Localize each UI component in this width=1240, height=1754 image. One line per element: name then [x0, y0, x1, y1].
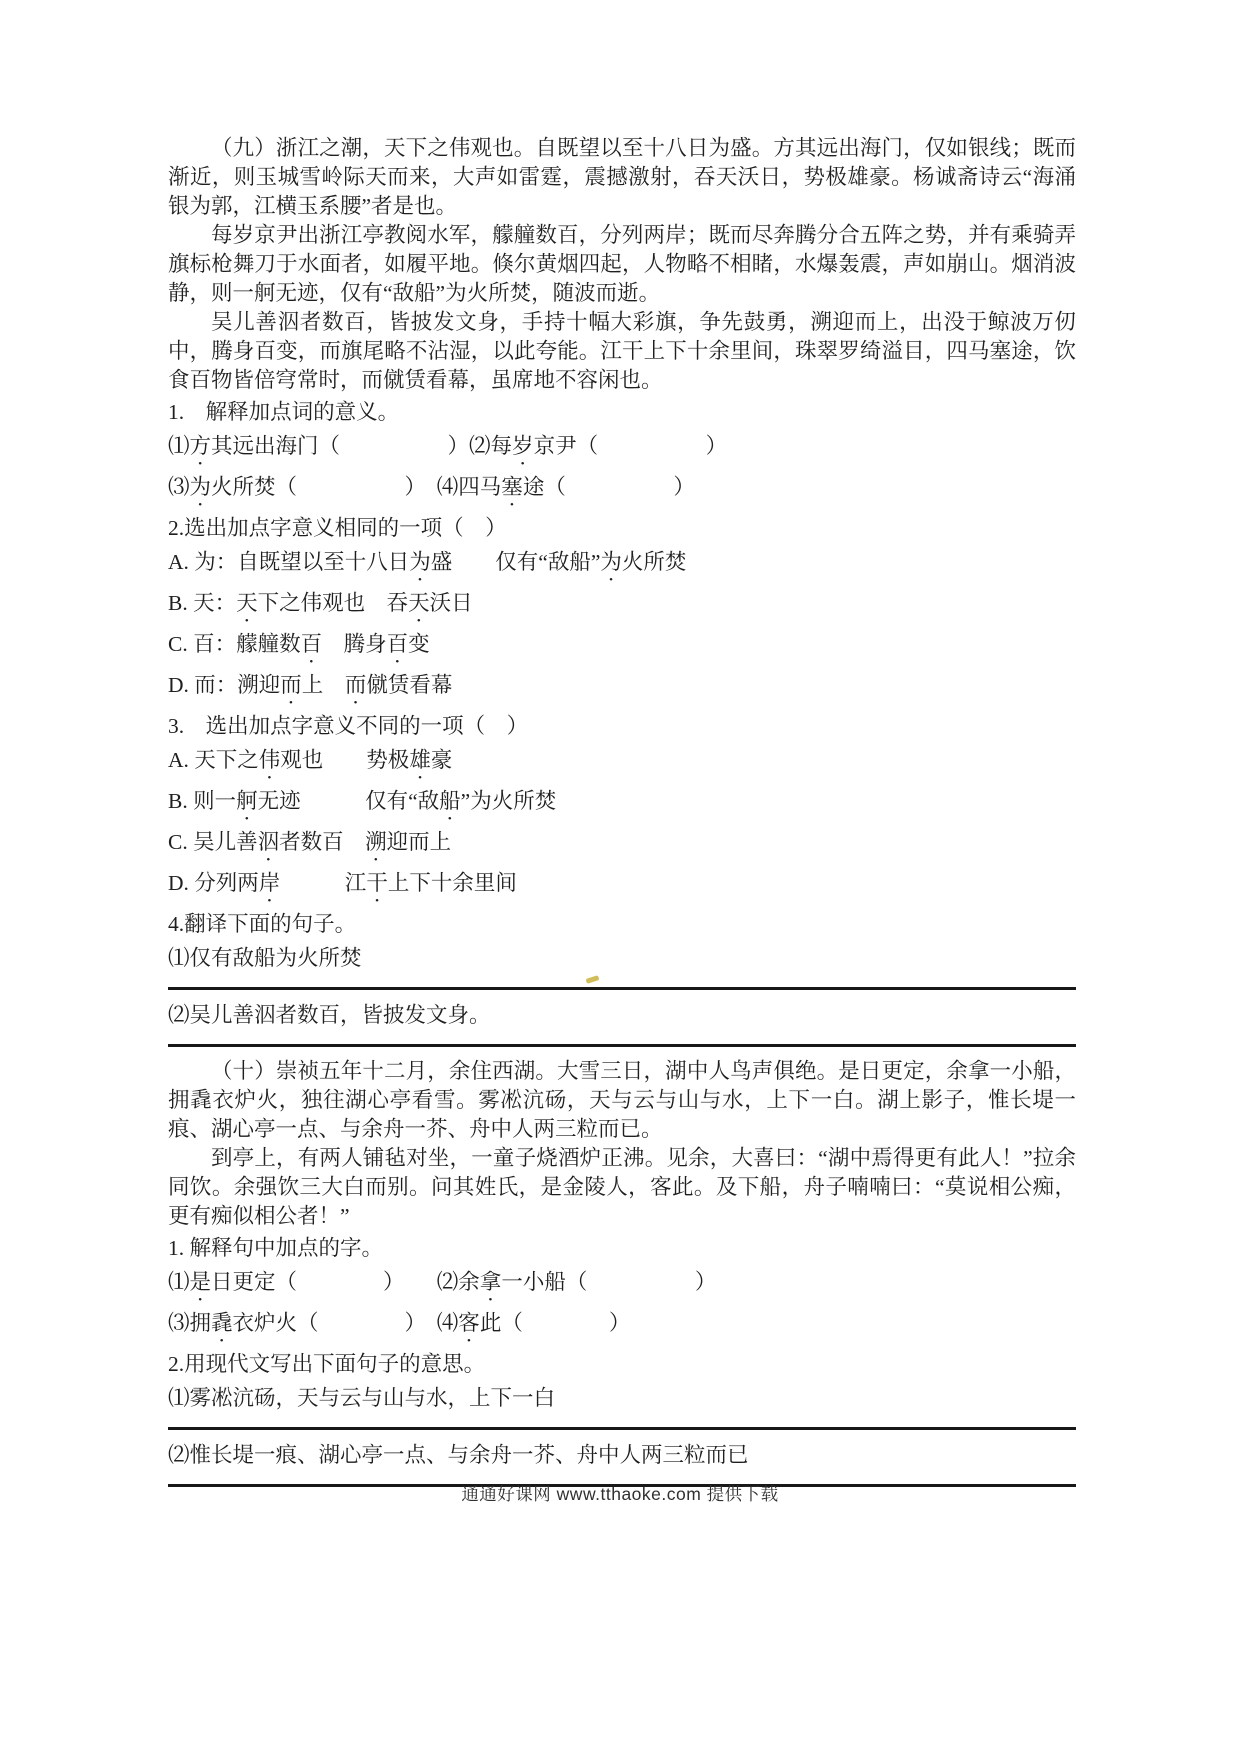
passage-9-paragraph-3: 吴儿善泅者数百，皆披发文身，手持十幅大彩旗，争先鼓勇，溯迎而上，出没于鲸波万仞中，腾身百变，而旗尾略不沾湿，以此夸能。江干上下十余里间，珠翠罗绮溢目，四马塞途，饮食百物皆倍穹常时，而僦赁看幕，虽席地不容闲也。	[168, 310, 1076, 392]
passage-9-paragraph-2: 每岁京尹出浙江亭教阅水军，艨艟数百，分列两岸；既而尽奔腾分合五阵之势，并有乘骑弄旗标枪舞刀于水面者，如履平地。倏尔黄烟四起，人物略不相睹，水爆轰震，声如崩山。烟消波静，则一舸无迹，仅有“敌船”为火所焚，随波而逝。	[168, 223, 1076, 305]
emphasized-char: 而	[280, 673, 302, 697]
highlight-mark	[585, 975, 599, 984]
emphasized-char: 干	[366, 871, 388, 895]
passage-10-paragraph-2: 到亭上，有两人铺毡对坐，一童子烧酒炉正沸。见余，大喜曰：“湖中焉得更有此人！”拉余同饮。余强饮三大白而别。问其姓氏，是金陵人，客此。及下船，舟子喃喃曰：“莫说相公痴，更有痴似相公者！”	[168, 1146, 1076, 1228]
emphasized-char: 而	[344, 673, 367, 697]
q1-item-3-4: ⑶为火所焚（ ） ⑷四马塞途（ ）	[168, 475, 695, 499]
q3-header: 3. 选出加点字意义不同的一项（ ）	[168, 714, 529, 738]
q2-option-a: A. 为：自既望以至十八日为盛 仅有“敌船”为火所焚	[168, 550, 687, 574]
q3-option-d: D. 分列两岸 江干上下十余里间	[168, 871, 517, 895]
page-footer	[0, 1481, 1240, 1506]
q4-header: 4.翻译下面的句子。	[168, 912, 357, 936]
s2-q2-header: 2.用现代文写出下面句子的意思。	[168, 1352, 486, 1376]
answer-line-3	[168, 1427, 1076, 1430]
q2-option-c: C. 百：艨艟数百 腾身百变	[168, 632, 430, 656]
emphasized-char: 拿	[479, 1270, 502, 1294]
s2-q2-item-1: ⑴雾凇沆砀，天与云与山与水，上下一白	[168, 1386, 556, 1410]
emphasized-char: 雄	[409, 748, 431, 772]
document-body	[168, 134, 1076, 1495]
emphasized-char: 为	[600, 550, 622, 574]
q3-option-a: A. 天下之伟观也 势极雄豪	[168, 748, 453, 772]
emphasized-char: 岸	[258, 871, 281, 895]
q3-option-b: B. 则一舸无迹 仅有“敌船”为火所焚	[168, 789, 557, 813]
emphasized-char: 岁	[512, 434, 534, 458]
q4-item-1: ⑴仅有敌船为火所焚	[168, 946, 362, 970]
footer-text: 通通好课网 www.tthaoke.com 提供下载	[461, 1484, 779, 1504]
emphasized-char: 毳	[211, 1311, 233, 1335]
answer-line-2	[168, 1044, 1076, 1047]
s2-q1-item-1-2: ⑴是日更定（ ） ⑵余拿一小船（ ）	[168, 1270, 717, 1294]
emphasized-char: 泅	[257, 830, 280, 854]
q2-option-b: B. 天：天下之伟观也 吞天沃日	[168, 591, 473, 615]
emphasized-char: 为	[189, 475, 212, 499]
q2-option-d: D. 而：溯迎而上 而僦赁看幕	[168, 673, 453, 697]
q1-header: 1. 解释加点词的意义。	[168, 400, 400, 424]
s2-q1-item-3-4: ⑶拥毳衣炉火（ ） ⑷客此（ ）	[168, 1311, 631, 1335]
emphasized-char: 船	[439, 789, 461, 813]
passage-9-paragraph-1: （九）浙江之潮，天下之伟观也。自既望以至十八日为盛。方其远出海门，仅如银线；既而渐近，则玉城雪岭际天而来，大声如雷霆，震撼激射，吞天沃日，势极雄豪。杨诚斋诗云“海涌银为郭，江横玉系腰”者是也。	[168, 136, 1076, 218]
emphasized-char: 溯	[365, 830, 387, 854]
q2-header: 2.选出加点字意义相同的一项（ ）	[168, 516, 507, 540]
answer-line-1	[168, 987, 1076, 990]
q4-item-2: ⑵吴儿善泅者数百，皆披发文身。	[168, 1003, 491, 1027]
emphasized-char: 为	[409, 550, 431, 574]
s2-q2-item-2: ⑵惟长堤一痕、湖心亭一点、与余舟一芥、舟中人两三粒而已	[168, 1443, 749, 1467]
emphasized-char: 塞	[501, 475, 523, 499]
q3-option-c: C. 吴儿善泅者数百 溯迎而上	[168, 830, 452, 854]
emphasized-char: 方	[189, 434, 212, 458]
emphasized-char: 客	[458, 1311, 480, 1335]
emphasized-char: 百	[300, 632, 323, 656]
emphasized-char: 是	[189, 1270, 212, 1294]
emphasized-char: 舸	[236, 789, 258, 813]
passage-10-paragraph-1: （十）崇祯五年十二月，余住西湖。大雪三日，湖中人鸟声俱绝。是日更定，余拿一小船，拥毳衣炉火，独往湖心亭看雪。雾凇沆砀，天与云与山与水，上下一白。湖上影子，惟长堤一痕、湖心亭一点、与余舟一芥、舟中人两三粒而已。	[168, 1059, 1076, 1141]
q1-item-1-2: ⑴方其远出海门（ ）⑵每岁京尹（ ）	[168, 434, 728, 458]
emphasized-char: 伟	[258, 748, 281, 772]
emphasized-char: 天	[236, 591, 258, 615]
emphasized-char: 天	[408, 591, 430, 615]
emphasized-char: 百	[386, 632, 409, 656]
s2-q1-header: 1. 解释句中加点的字。	[168, 1236, 384, 1260]
